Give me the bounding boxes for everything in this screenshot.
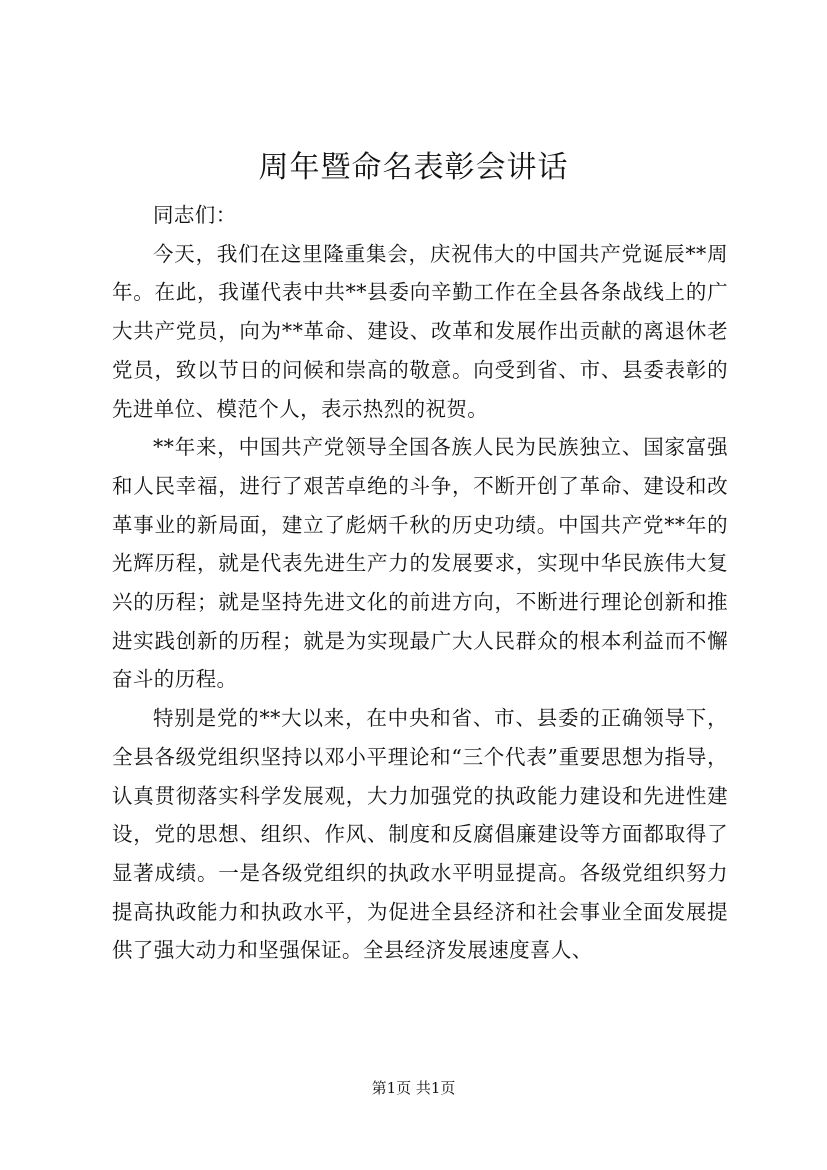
paragraph-3: 特别是党的**大以来，在中央和省、市、县委的正确领导下，全县各级党组织坚持以邓小平理论和“三个代表”重要思想为指导，认真贯彻落实科学发展观，大力加强党的执政能力建设和先进性建设，党的思想、组织、作风、制度和反腐倡廉建设等方面都取得了显著成绩。一是各级党组织的执政水平明显提高。各级党组织努力提高执政能力和执政水平，为促进全县经济和社会事业全面发展提供了强大动力和坚强保证。全县经济发展速度喜人、 bbox=[112, 706, 728, 963]
document-title: 周年暨命名表彰会讲话 bbox=[258, 150, 569, 185]
document-body bbox=[112, 196, 728, 970]
page-footer: 第1页 共1页 bbox=[371, 1079, 456, 1097]
paragraph-1: 今天，我们在这里隆重集会，庆祝伟大的中国共产党诞辰**周年。在此，我谨代表中共**县委向辛勤工作在全县各条战线上的广大共产党员，向为**革命、建设、改革和发展作出贡献的离退休老党员，致以节日的问候和崇高的敬意。向受到省、市、县委表彰的先进单位、模范个人，表示热烈的祝贺。 bbox=[112, 241, 728, 421]
salutation: 同志们： bbox=[153, 203, 237, 227]
paragraph-2: **年来，中国共产党领导全国各族人民为民族独立、国家富强和人民幸福，进行了艰苦卓绝的斗争，不断开创了革命、建设和改革事业的新局面，建立了彪炳千秋的历史功绩。中国共产党**年的光辉历程，就是代表先进生产力的发展要求，实现中华民族伟大复兴的历程；就是坚持先进文化的前进方向，不断进行理论创新和推进实践创新的历程；就是为实现最广大人民群众的根本利益而不懈奋斗的历程。 bbox=[112, 435, 728, 692]
